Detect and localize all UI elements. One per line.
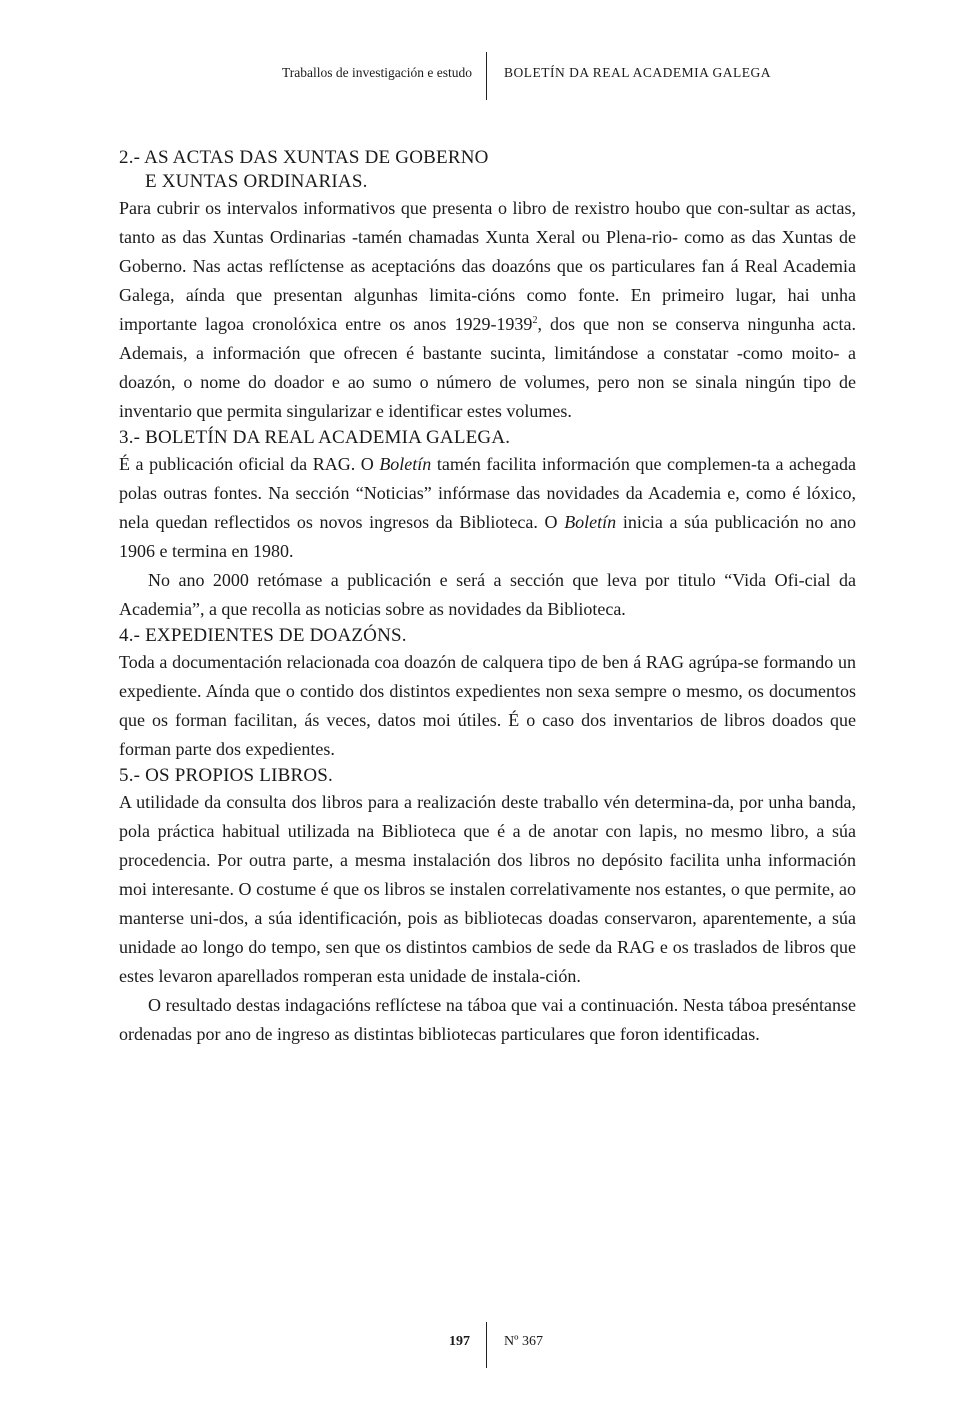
footnote-marker[interactable]: 2 xyxy=(532,315,538,326)
paragraph-text: , dos que non se conserva ningunha acta. Ademais, a información que ofrecen é bastante sucinta, limitándose a constatar -como moito- a doazón, o nome do doador e ao sumo o número de volumes, pero non se sinala ningún tipo de inventario que permita singularizar e identificar estes volumes. xyxy=(119,314,856,421)
paragraph: A utilidade da consulta dos libros para a realización deste traballo vén determina-da, por unha banda, pola práctica habitual utilizada na Biblioteca que é a de anotar con lapis, no mesmo libro, a súa procedencia. Por outra parte, a mesma instalación dos libros no depósito facilita unha información moi interesante. O costume é que os libros se instalen correlativamente nos estantes, o que permite, ao manterse uni-dos, a súa identificación, pois as bibliotecas doadas conservaron, aparentemente, a súa unidade ao longo do tempo, sen que os distintos cambios de sede da RAG e os traslados de libros que estes levaron aparellados romperan esta unidade de instala-ción. xyxy=(119,792,856,986)
italic-title: Boletín xyxy=(379,454,432,474)
article-body xyxy=(119,146,856,1049)
running-head-section: Traballos de investigación e estudo xyxy=(282,65,472,80)
paragraph xyxy=(119,450,856,566)
page-footer xyxy=(0,1322,975,1368)
paragraph: No ano 2000 retómase a publicación e será a sección que leva por titulo “Vida Ofi-cial da Academia”, a que recolla as noticias sobre as novidades da Biblioteca. xyxy=(119,570,856,619)
section-heading-line-1: 2.- AS ACTAS DAS XUNTAS DE GOBERNO xyxy=(119,147,489,168)
section-heading: 5.- OS PROPIOS LIBROS. xyxy=(119,765,333,786)
running-head-journal-title: BOLETÍN DA REAL ACADEMIA GALEGA xyxy=(504,65,771,80)
section-heading: 4.- EXPEDIENTES DE DOAZÓNS. xyxy=(119,625,407,646)
section-heading-line-2: E XUNTAS ORDINARIAS. xyxy=(145,171,368,192)
page-number: 197 xyxy=(449,1334,470,1349)
running-head xyxy=(0,52,975,100)
paragraph-text: É a publicación oficial da RAG. O xyxy=(119,454,380,474)
paragraph xyxy=(119,194,856,426)
italic-title: Boletín xyxy=(564,512,617,532)
section-3-boletin xyxy=(119,426,856,624)
issue-number: Nº 367 xyxy=(504,1334,543,1349)
section-2-actas xyxy=(119,146,856,426)
section-4-expedientes xyxy=(119,624,856,764)
paragraph-text: tamén facilita información que complemen-ta a achegada polas outras fontes. Na sección “Noticias” infórmase das novidades da Academia e, como é lóxico, nela quedan reflectidos os novos ingresos da Biblioteca. O xyxy=(119,454,856,532)
paragraph-text: inicia a súa publicación no ano 1906 e termina en 1980. xyxy=(119,512,856,561)
section-heading xyxy=(119,146,856,194)
running-head-divider xyxy=(486,52,487,100)
paragraph: O resultado destas indagacións reflíctese na táboa que vai a continuación. Nesta táboa preséntanse ordenadas por ano de ingreso as distintas bibliotecas particulares que foron identificadas. xyxy=(119,995,856,1044)
section-5-libros xyxy=(119,764,856,1049)
footer-divider xyxy=(486,1322,487,1368)
paragraph-text: Para cubrir os intervalos informativos que presenta o libro de rexistro houbo que con-sultar as actas, tanto as das Xuntas Ordinarias -tamén chamadas Xunta Xeral ou Plena-rio- como as das Xuntas de Goberno. Nas actas reflíctense as aceptacións das doazóns que os particulares fan á Real Academia Galega, aínda que presentan algunhas limita-cións como fonte. En primeiro lugar, hai unha importante lagoa cronolóxica entre os anos 1929-1939 xyxy=(119,198,856,334)
section-heading: 3.- BOLETÍN DA REAL ACADEMIA GALEGA. xyxy=(119,427,511,448)
paragraph: Toda a documentación relacionada coa doazón de calquera tipo de ben á RAG agrúpa-se formando un expediente. Aínda que o contido dos distintos expedientes non sexa sempre o mesmo, os documentos que os forman facilitan, ás veces, datos moi útiles. É o caso dos inventarios de libros doados que forman parte dos expedientes. xyxy=(119,652,856,759)
